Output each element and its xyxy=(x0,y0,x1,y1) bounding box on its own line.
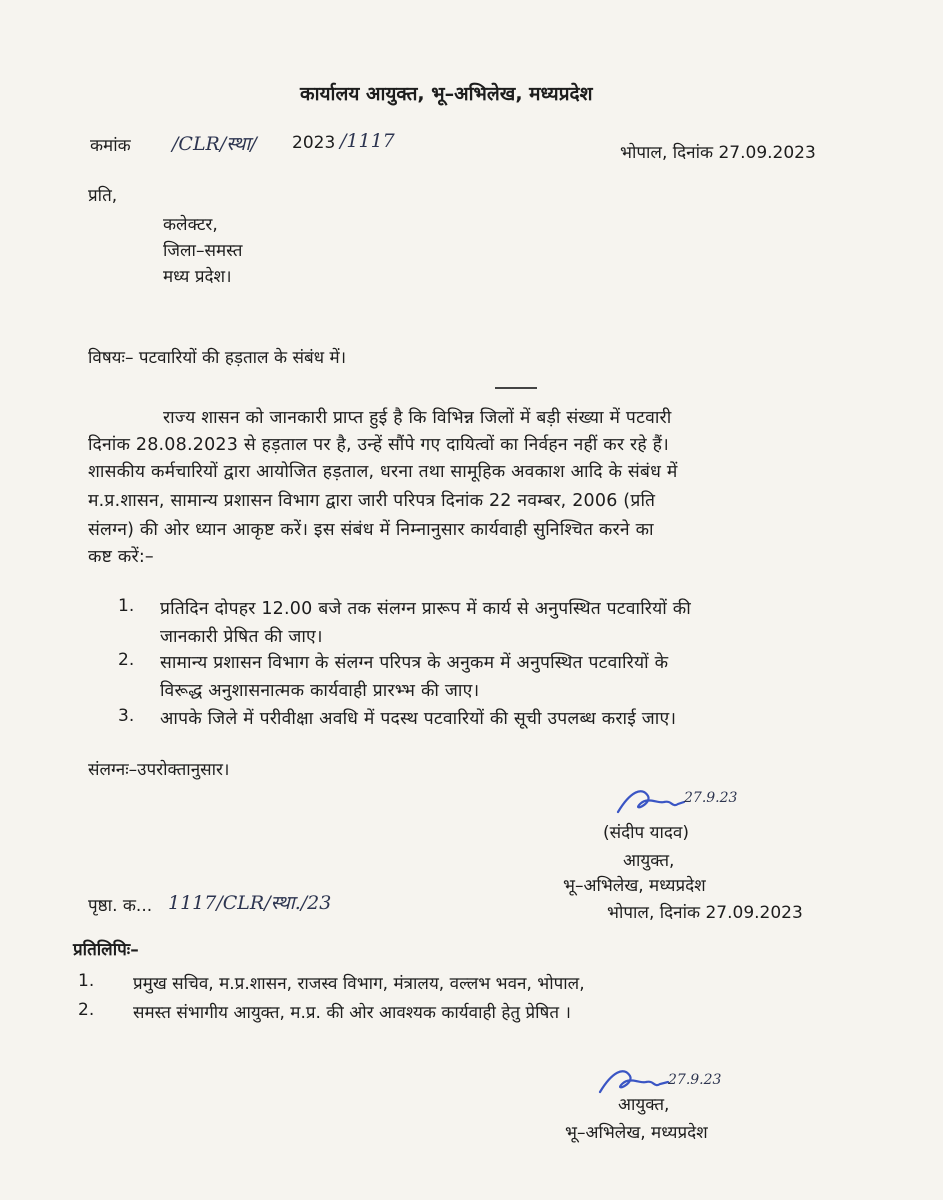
address-line-3: मध्य प्रदेश। xyxy=(163,267,232,287)
ref-handwritten-prefix: /CLR/स्था/ xyxy=(172,133,257,155)
ref-label: कमांक xyxy=(90,136,131,156)
body-line-6: कष्ट करें:– xyxy=(88,547,154,567)
body-line-5: संलग्न) की ओर ध्यान आकृष्ट करें। इस संबंध में निम्नानुसार कार्यवाही सुनिश्चित करने का xyxy=(88,520,654,540)
copy-item-number: 2. xyxy=(78,1000,95,1020)
body-line-4: म.प्र.शासन, सामान्य प्रशासन विभाग द्वारा जारी परिपत्र दिनांक 22 नवम्बर, 2006 (प्रति xyxy=(88,491,656,511)
address-line-1: कलेक्टर, xyxy=(163,215,218,235)
signatory-office: भू–अभिलेख, मध्यप्रदेश xyxy=(563,876,706,896)
endorsement-handwritten-number: 1117/CLR/स्था./23 xyxy=(168,892,332,914)
point-text-line: प्रतिदिन दोपहर 12.00 बजे तक संलग्न प्रारूप में कार्य से अनुपस्थित पटवारियों की xyxy=(160,599,691,619)
address-line-2: जिला–समस्त xyxy=(163,241,243,261)
copy-item-text: प्रमुख सचिव, म.प्र.शासन, राजस्व विभाग, मंत्रालय, वल्लभ भवन, भोपाल, xyxy=(133,974,585,994)
subject-divider xyxy=(495,387,537,389)
body-line-2: दिनांक 28.08.2023 से हड़ताल पर है, उन्हें सौंपे गए दायित्वों का निर्वहन नहीं कर रहे हैं। xyxy=(88,435,669,455)
subject-line: विषयः– पटवारियों की हड़ताल के संबंध में। xyxy=(88,348,347,368)
ref-year: 2023 xyxy=(292,133,336,153)
office-title: कार्यालय आयुक्त, भू–अभिलेख, मध्यप्रदेश xyxy=(300,83,593,105)
body-line-1: राज्य शासन को जानकारी प्राप्त हुई है कि विभिन्न जिलों में बड़ी संख्या में पटवारी xyxy=(163,408,672,428)
enclosure-note: संलग्नः–उपरोक्तानुसार। xyxy=(88,760,230,780)
endorsement-label: पृष्ठा. क... xyxy=(88,896,153,916)
ref-handwritten-number: /1117 xyxy=(340,130,395,152)
body-line-3: शासकीय कर्मचारियों द्वारा आयोजित हड़ताल, धरना तथा सामूहिक अवकाश आदि के संबंध में xyxy=(88,462,678,482)
copy-item-number: 1. xyxy=(78,971,95,991)
point-text-line: जानकारी प्रेषित की जाए। xyxy=(160,627,323,647)
signatory-2-designation: आयुक्त, xyxy=(618,1095,670,1115)
point-number: 3. xyxy=(118,706,135,726)
header-place-date: भोपाल, दिनांक 27.09.2023 xyxy=(620,143,816,163)
signature-2-date: 27.9.23 xyxy=(668,1072,722,1088)
copy-heading: प्रतिलिपिः– xyxy=(73,940,139,960)
point-number: 1. xyxy=(118,596,135,616)
point-text-line: विरूद्ध अनुशासनात्मक कार्यवाही प्रारभ्भ की जाए। xyxy=(160,681,480,701)
point-number: 2. xyxy=(118,650,135,670)
signatory-name: (संदीप यादव) xyxy=(603,823,689,843)
signature-1-date: 27.9.23 xyxy=(684,790,738,806)
point-text-line: आपके जिले में परीवीक्षा अवधि में पदस्थ पटवारियों की सूची उपलब्ध कराई जाए। xyxy=(160,709,677,729)
point-text-line: सामान्य प्रशासन विभाग के संलग्न परिपत्र के अनुकम में अनुपस्थित पटवारियों के xyxy=(160,653,669,673)
signatory-2-office: भू–अभिलेख, मध्यप्रदेश xyxy=(565,1123,708,1143)
signatory-designation: आयुक्त, xyxy=(623,851,675,871)
address-to: प्रति, xyxy=(88,186,118,206)
copy-item-text: समस्त संभागीय आयुक्त, म.प्र. की ओर आवश्यक कार्यवाही हेतु प्रेषित । xyxy=(133,1003,571,1023)
endorsement-place-date: भोपाल, दिनांक 27.09.2023 xyxy=(607,903,803,923)
